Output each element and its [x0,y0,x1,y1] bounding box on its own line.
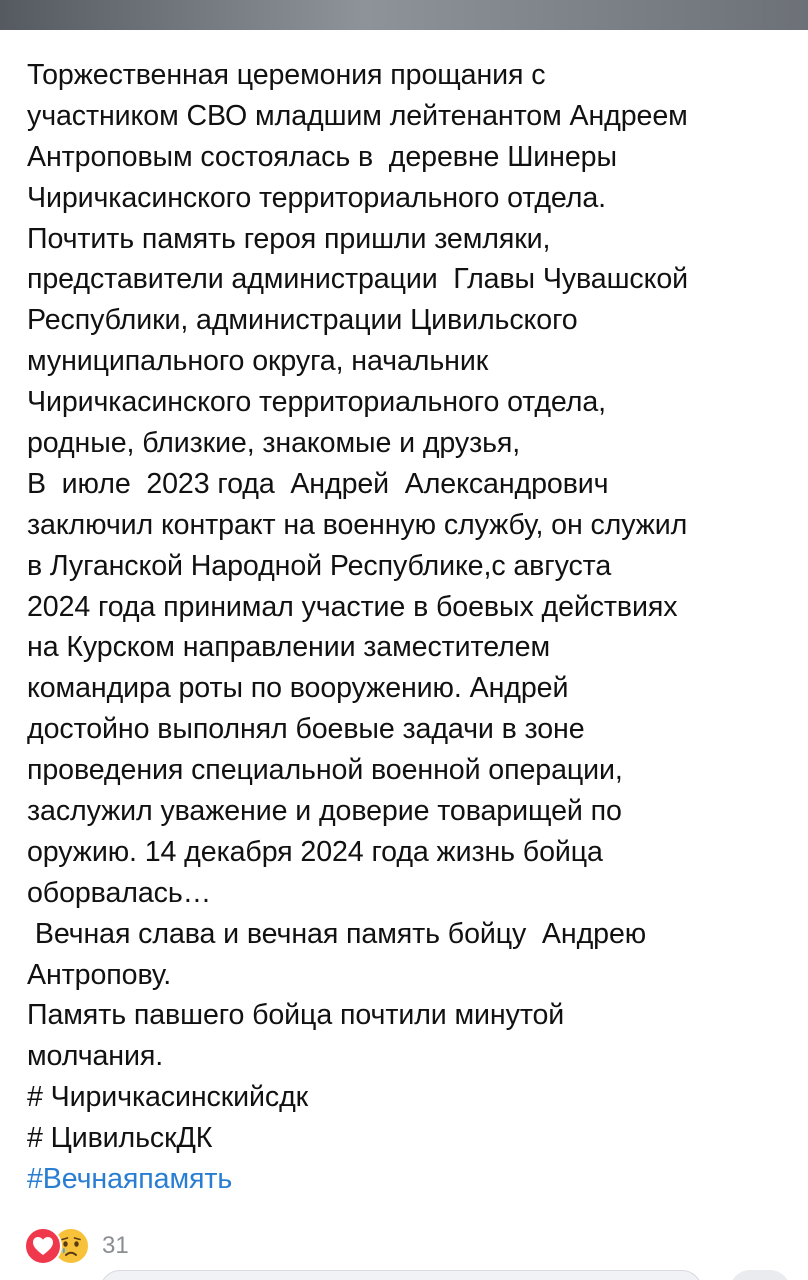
post-line: представители администрации Главы Чувашской [27,263,689,296]
post-line: Антропову. [27,958,172,991]
post-line: в Луганской Народной Республике,с августа [27,549,612,582]
heart-icon [24,1227,62,1265]
post-line: Антроповым состоялась в деревне Шинеры [27,140,617,173]
post-body [27,55,797,1200]
post-line: оборвалась… [27,876,212,909]
send-button[interactable] [730,1270,790,1280]
post-line: заслужил уважение и доверие товарищей по [27,795,622,828]
post-line: Чиричкасинского территориального отдела. [27,181,607,214]
post-line: Почтить память героя пришли земляки, [27,222,551,255]
post-line: родные, близкие, знакомые и друзья, [27,427,521,460]
post-line: Память павшего бойца почтили минутой [27,999,565,1032]
post-line: проведения специальной военной операции, [27,754,623,787]
post-line: Республики, администрации Цивильского [27,304,578,337]
post-line: Торжественная церемония прощания с [27,59,546,91]
post-line: заключил контракт на военную службу, он служил [27,508,688,541]
post-line: достойно выполнял боевые задачи в зоне [27,713,585,746]
reactions-bar[interactable] [24,1226,129,1266]
comment-input-bar[interactable] [100,1270,702,1280]
hashtag-link[interactable]: #Вечнаяпамять [27,1163,233,1196]
post-line: муниципального округа, начальник [27,345,489,378]
post-line: молчания. [27,1040,164,1073]
hashtag-plain: # ЦивильскДК [27,1122,213,1155]
post-line: В июле 2023 года Андрей Александрович [27,467,609,500]
reaction-count: 31 [102,1232,129,1259]
post-line: Вечная слава и вечная память бойцу Андрею [27,917,647,950]
post-line: 2024 года принимал участие в боевых действиях [27,590,678,623]
post-line: участником СВО младшим лейтенантом Андреем [27,99,688,132]
post-line: на Курском направлении заместителем [27,631,550,664]
status-bar [0,0,808,30]
post-line: Чиричкасинского территориального отдела, [27,386,607,419]
post-line: оружию. 14 декабря 2024 года жизнь бойца [27,835,603,868]
post-line: командира роты по вооружению. Андрей [27,672,569,705]
hashtag-plain: # Чиричкасинскийсдк [27,1081,309,1114]
